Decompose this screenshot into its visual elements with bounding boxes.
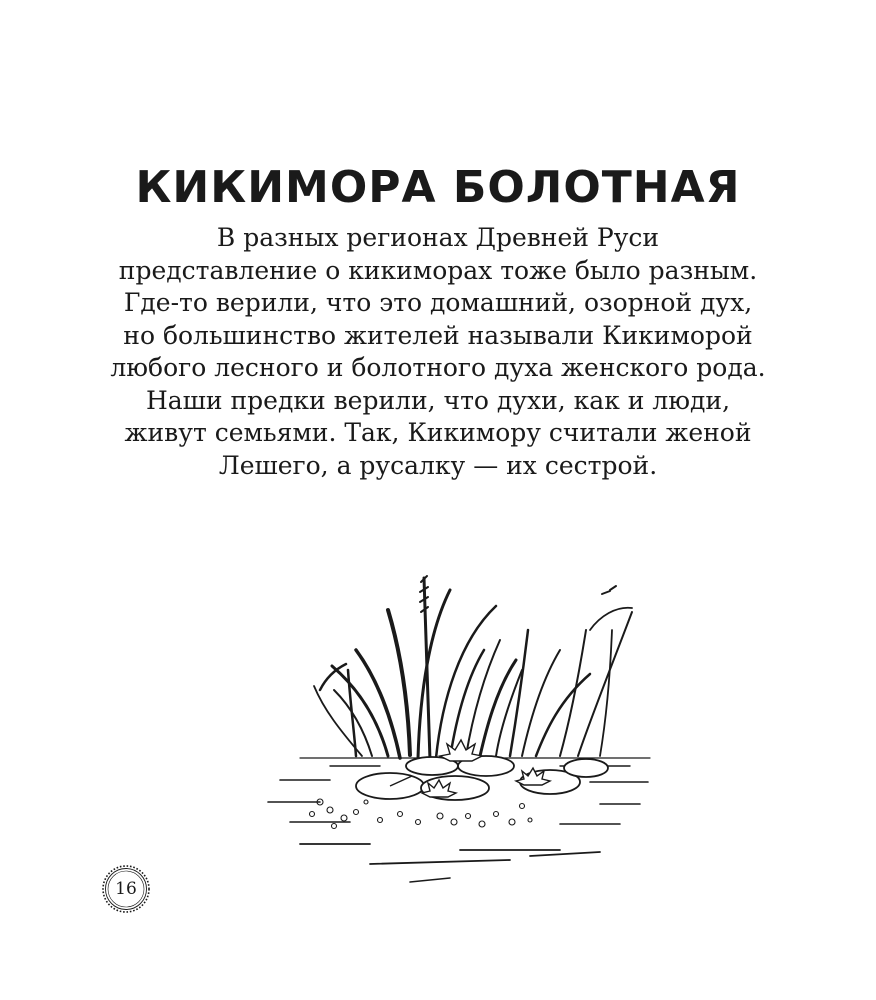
paragraph-line: Наши предки верили, что духи, как и люди,	[145, 385, 731, 415]
duckweed-dots-icon	[310, 799, 533, 829]
paragraph-line: В разных регионах Древней Руси	[216, 223, 660, 252]
paragraph-line: представление о кикиморах тоже было разным.	[118, 255, 758, 285]
page-title: КИКИМОРА БОЛОТНАЯ	[135, 162, 741, 213]
water-lily-pads-icon	[356, 756, 608, 800]
reeds-icon	[314, 576, 632, 760]
paragraph-line: Лешего, а русалку — их сестрой.	[218, 450, 658, 480]
paragraph-line: любого лесного и болотного духа женского рода.	[110, 353, 766, 382]
body-paragraph	[100, 222, 776, 482]
paragraph-line: Где-то верили, что это домашний, озорной дух,	[123, 288, 753, 317]
page-number: 16	[115, 879, 137, 899]
swamp-reeds-waterlilies-illustration	[260, 570, 660, 890]
paragraph-line: но большинство жителей называли Кикиморой	[123, 320, 753, 350]
page-number-badge	[101, 864, 151, 914]
paragraph-line: живут семьями. Так, Кикимору считали женой	[124, 418, 752, 447]
